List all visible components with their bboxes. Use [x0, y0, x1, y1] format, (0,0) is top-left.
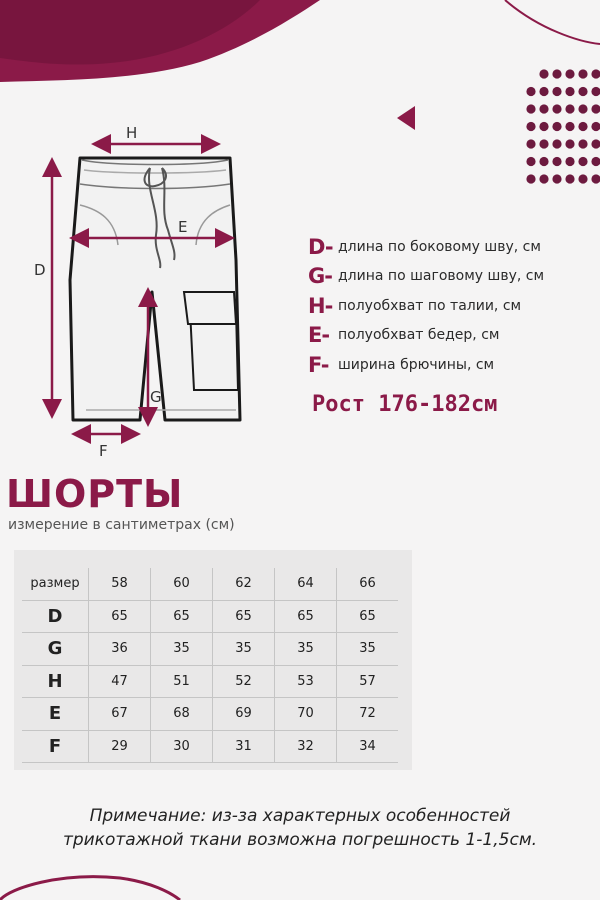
- decor-dot: [539, 104, 548, 113]
- table-row-label: H: [22, 665, 89, 698]
- table-cell: 67: [89, 698, 151, 731]
- shorts-diagram: [0, 100, 300, 470]
- table-cell: 52: [213, 665, 275, 698]
- decor-dot: [565, 87, 574, 96]
- table-row: [22, 698, 398, 731]
- table-row-label: G: [22, 633, 89, 666]
- table-cell: 47: [89, 665, 151, 698]
- decor-dot: [591, 122, 600, 131]
- table-cell: 65: [213, 600, 275, 633]
- triangle-decoration: [397, 106, 415, 130]
- decor-dot: [565, 104, 574, 113]
- legend-row-e: [308, 321, 598, 351]
- table-cell: 58: [89, 568, 151, 600]
- bottom-left-arc: [0, 877, 180, 900]
- legend-row-g: [308, 262, 598, 292]
- decor-dot: [591, 139, 600, 148]
- table-cell: 66: [337, 568, 399, 600]
- table-cell: 60: [151, 568, 213, 600]
- dim-label-e: E: [178, 218, 188, 236]
- decor-dot: [539, 157, 548, 166]
- decor-dot: [526, 104, 535, 113]
- decor-dot: [565, 69, 574, 78]
- decor-dot: [578, 87, 587, 96]
- table-cell: 35: [337, 633, 399, 666]
- table-cell: 65: [89, 600, 151, 633]
- page-title: ШОРТЫ: [6, 472, 184, 516]
- size-table: [22, 568, 398, 763]
- decor-dot: [552, 139, 561, 148]
- table-cell: 70: [275, 698, 337, 731]
- table-cell: 35: [151, 633, 213, 666]
- decor-dot: [539, 122, 548, 131]
- legend-text: длина по шаговому шву, см: [338, 268, 545, 285]
- decor-dot: [526, 122, 535, 131]
- decor-dot: [578, 139, 587, 148]
- table-cell: 65: [275, 600, 337, 633]
- decor-dot: [591, 87, 600, 96]
- legend-letter: E-: [308, 323, 330, 348]
- legend-row-d: [308, 232, 598, 262]
- dot-grid-decoration: [526, 69, 600, 183]
- table-cell: 69: [213, 698, 275, 731]
- table-row-label: D: [22, 600, 89, 633]
- legend-text: полуобхват бедер, см: [338, 327, 500, 344]
- decor-dot: [552, 122, 561, 131]
- table-row: [22, 600, 398, 633]
- decor-dot: [565, 139, 574, 148]
- table-cell: 53: [275, 665, 337, 698]
- height-label: Рост 176-182см: [312, 392, 498, 417]
- decor-dot: [539, 87, 548, 96]
- decor-dot: [591, 69, 600, 78]
- decor-dot: [578, 157, 587, 166]
- measurement-legend: [308, 232, 598, 380]
- legend-text: длина по боковому шву, см: [338, 238, 541, 255]
- legend-letter: G-: [308, 264, 332, 289]
- legend-text: ширина брючины, см: [338, 356, 495, 373]
- decor-dot: [578, 104, 587, 113]
- dim-label-h: H: [126, 124, 138, 142]
- table-cell: 35: [275, 633, 337, 666]
- table-cell: 72: [337, 698, 399, 731]
- decor-dot: [526, 174, 535, 183]
- dim-label-f: F: [99, 442, 108, 460]
- decor-dot: [552, 157, 561, 166]
- table-cell: 29: [89, 730, 151, 763]
- decor-dot: [552, 174, 561, 183]
- table-cell: 36: [89, 633, 151, 666]
- legend-text: полуобхват по талии, см: [338, 297, 522, 314]
- decor-dot: [591, 174, 600, 183]
- legend-letter: F-: [308, 352, 329, 377]
- legend-letter: H-: [308, 293, 333, 318]
- decor-dot: [591, 157, 600, 166]
- decor-dot: [526, 157, 535, 166]
- decor-dot: [552, 69, 561, 78]
- table-cell: 65: [337, 600, 399, 633]
- table-cell: 30: [151, 730, 213, 763]
- legend-row-f: [308, 350, 598, 380]
- legend-letter: D-: [308, 234, 333, 259]
- decor-dot: [578, 69, 587, 78]
- table-cell: 34: [337, 730, 399, 763]
- decor-dot: [565, 174, 574, 183]
- table-cell: 32: [275, 730, 337, 763]
- dim-label-d: D: [34, 261, 46, 279]
- decor-dot: [552, 104, 561, 113]
- table-cell: 51: [151, 665, 213, 698]
- table-cell: 35: [213, 633, 275, 666]
- footnote: [0, 804, 600, 852]
- decor-dot: [539, 139, 548, 148]
- decor-dot: [578, 122, 587, 131]
- decor-dot: [552, 87, 561, 96]
- decor-dot: [591, 104, 600, 113]
- table-cell: 64: [275, 568, 337, 600]
- table-cell: 31: [213, 730, 275, 763]
- decor-dot: [539, 69, 548, 78]
- table-row: [22, 730, 398, 763]
- decor-dot: [578, 174, 587, 183]
- table-row: [22, 633, 398, 666]
- dim-label-g: G: [150, 388, 162, 406]
- table-cell: 62: [213, 568, 275, 600]
- page-subtitle: измерение в сантиметрах (см): [8, 517, 235, 533]
- decor-dot: [526, 87, 535, 96]
- decor-dot: [565, 157, 574, 166]
- table-cell: 65: [151, 600, 213, 633]
- table-cell: 68: [151, 698, 213, 731]
- table-row-label: E: [22, 698, 89, 731]
- footnote-line-2: трикотажной ткани возможна погрешность 1-1,5см.: [62, 830, 538, 850]
- decor-dot: [526, 139, 535, 148]
- decor-dot: [539, 174, 548, 183]
- table-header-label: размер: [22, 568, 89, 600]
- top-right-arc: [505, 0, 600, 44]
- table-row-label: F: [22, 730, 89, 763]
- table-row: [22, 665, 398, 698]
- legend-row-h: [308, 291, 598, 321]
- table-cell: 57: [337, 665, 399, 698]
- table-header-row: [22, 568, 398, 600]
- footnote-line-1: Примечание: из-за характерных особенностей: [89, 806, 511, 826]
- decor-dot: [565, 122, 574, 131]
